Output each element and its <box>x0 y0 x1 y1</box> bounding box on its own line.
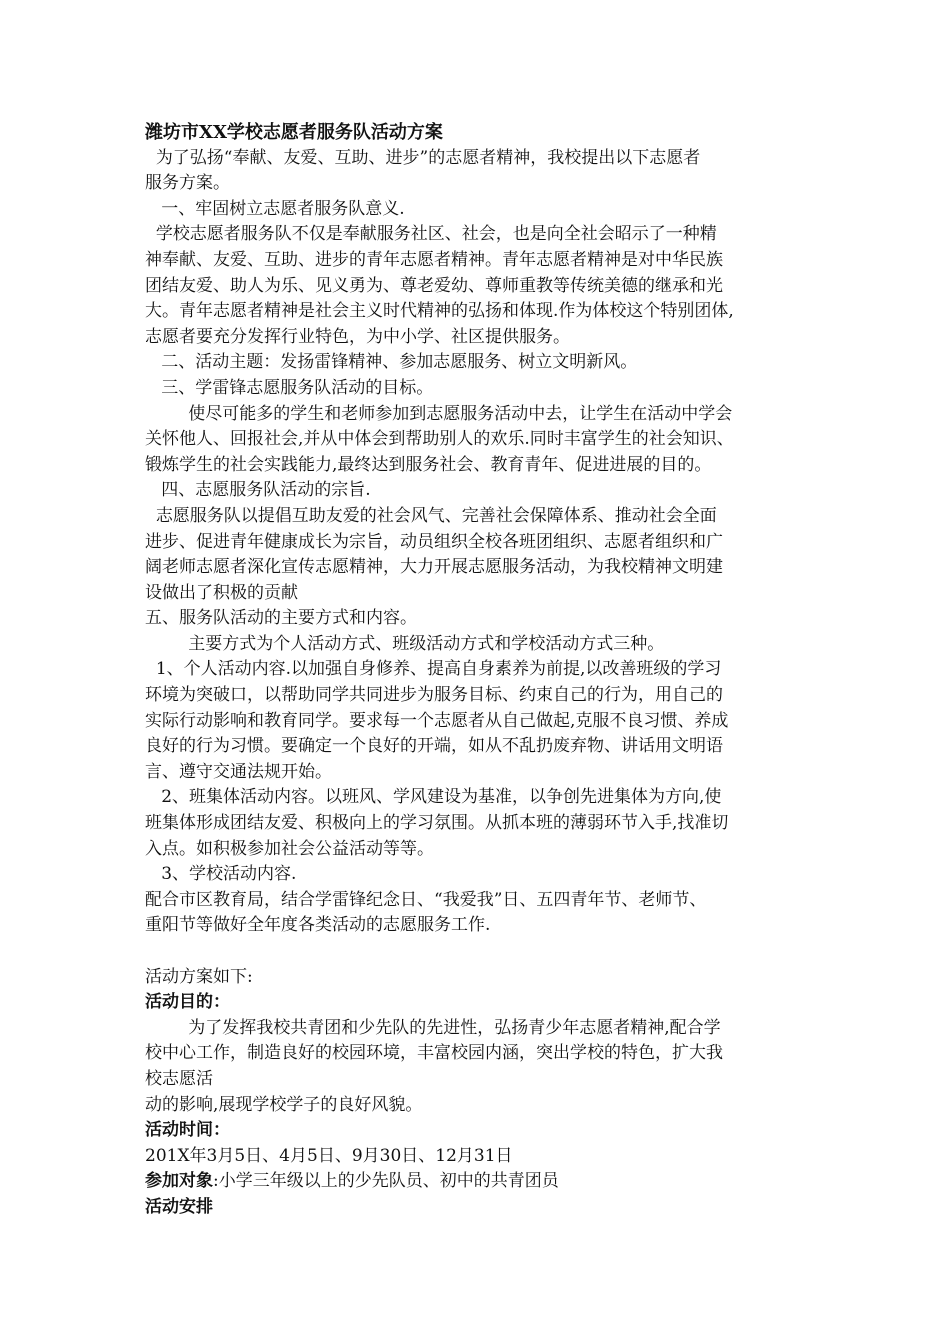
text-line: 锻炼学生的社会实践能力,最终达到服务社会、教育青年、促进进展的目的。 <box>145 454 712 475</box>
text-line: 动的影响,展现学校学子的良好风貌。 <box>145 1094 423 1115</box>
text-line: 3、学校活动内容. <box>145 864 297 885</box>
schedule-heading: 活动安排 <box>145 1196 213 1217</box>
text-line: 班集体形成团结友爱、积极向上的学习氛围。从抓本班的薄弱环节入手,找准切 <box>145 813 729 834</box>
text-line: 四、志愿服务队活动的宗旨. <box>145 480 371 501</box>
document-page <box>145 120 825 1221</box>
time-value: 201X年3月5日、4月5日、9月30日、12月31日 <box>145 1145 513 1166</box>
text-line: 关怀他人、回报社会,并从中体会到帮助别人的欢乐.同时丰富学生的社会知识、 <box>145 429 734 450</box>
text-line: 三、学雷锋志愿服务队活动的目标。 <box>145 377 434 398</box>
text-line: 大。青年志愿者精神是社会主义时代精神的弘扬和体现.作为体校这个特别团体, <box>145 301 734 322</box>
text-line: 为了发挥我校共青团和少先队的先进性，弘扬青少年志愿者精神,配合学 <box>145 1017 721 1038</box>
text-line: 志愿者要充分发挥行业特色，为中小学、社区提供服务。 <box>145 326 570 347</box>
text-line: 神奉献、友爱、互助、进步的青年志愿者精神。青年志愿者精神是对中华民族 <box>145 249 723 270</box>
text-line: 设做出了积极的贡献 <box>145 582 298 603</box>
text-line: 实际行动影响和教育同学。要求每一个志愿者从自己做起,克服不良习惯、养成 <box>145 710 729 731</box>
text-line: 为了弘扬“奉献、友爱、互助、进步”的志愿者精神，我校提出以下志愿者 <box>145 147 701 168</box>
text-line: 阔老师志愿者深化宣传志愿精神，大力开展志愿服务活动，为我校精神文明建 <box>145 557 723 578</box>
text-line: 重阳节等做好全年度各类活动的志愿服务工作. <box>145 915 491 936</box>
text-line: 言、遵守交通法规开始。 <box>145 761 332 782</box>
text-line: 使尽可能多的学生和老师参加到志愿服务活动中去，让学生在活动中学会 <box>145 403 733 424</box>
target-heading: 参加对象 <box>145 1171 213 1192</box>
target-value: :小学三年级以上的少先队员、初中的共青团员 <box>213 1171 559 1192</box>
purpose-heading: 活动目的： <box>145 992 230 1013</box>
text-line: 环境为突破口，以帮助同学共同进步为服务目标、约束自己的行为，用自己的 <box>145 685 723 706</box>
text-line: 进步、促进青年健康成长为宗旨，动员组织全校各班团组织、志愿者组织和广 <box>145 531 723 552</box>
text-line: 一、牢固树立志愿者服务队意义. <box>145 198 405 219</box>
time-heading: 活动时间： <box>145 1120 230 1141</box>
text-line: 校志愿活 <box>145 1068 213 1089</box>
document-body <box>145 146 825 991</box>
text-line: 入点。如积极参加社会公益活动等等。 <box>145 838 434 859</box>
text-line: 团结友爱、助人为乐、见义勇为、尊老爱幼、尊师重教等传统美德的继承和光 <box>145 275 723 296</box>
text-line: 2、班集体活动内容。以班风、学风建设为基准，以争创先进集体为方向,使 <box>145 787 722 808</box>
document-title: 潍坊市XX学校志愿者服务队活动方案 <box>145 122 443 143</box>
text-line: 校中心工作，制造良好的校园环境，丰富校园内涵，突出学校的特色，扩大我 <box>145 1043 723 1064</box>
purpose-body <box>145 1016 825 1118</box>
text-line: 服务方案。 <box>145 173 230 194</box>
text-line: 良好的行为习惯。要确定一个良好的开端，如从不乱扔废弃物、讲话用文明语 <box>145 736 723 757</box>
text-line: 主要方式为个人活动方式、班级活动方式和学校活动方式三种。 <box>145 633 665 654</box>
target-line <box>145 1169 825 1195</box>
text-line: 配合市区教育局，结合学雷锋纪念日、“我爱我”日、五四青年节、老师节、 <box>145 889 707 910</box>
text-line <box>145 939 825 965</box>
text-line: 志愿服务队以提倡互助友爱的社会风气、完善社会保障体系、推动社会全面 <box>145 505 717 526</box>
text-line: 二、活动主题：发扬雷锋精神、参加志愿服务、树立文明新风。 <box>145 352 638 373</box>
text-line: 1、个人活动内容.以加强自身修养、提高自身素养为前提,以改善班级的学习 <box>145 659 722 680</box>
text-line: 学校志愿者服务队不仅是奉献服务社区、社会，也是向全社会昭示了一种精 <box>145 224 717 245</box>
text-line: 活动方案如下: <box>145 966 253 987</box>
text-line: 五、服务队活动的主要方式和内容。 <box>145 608 417 629</box>
